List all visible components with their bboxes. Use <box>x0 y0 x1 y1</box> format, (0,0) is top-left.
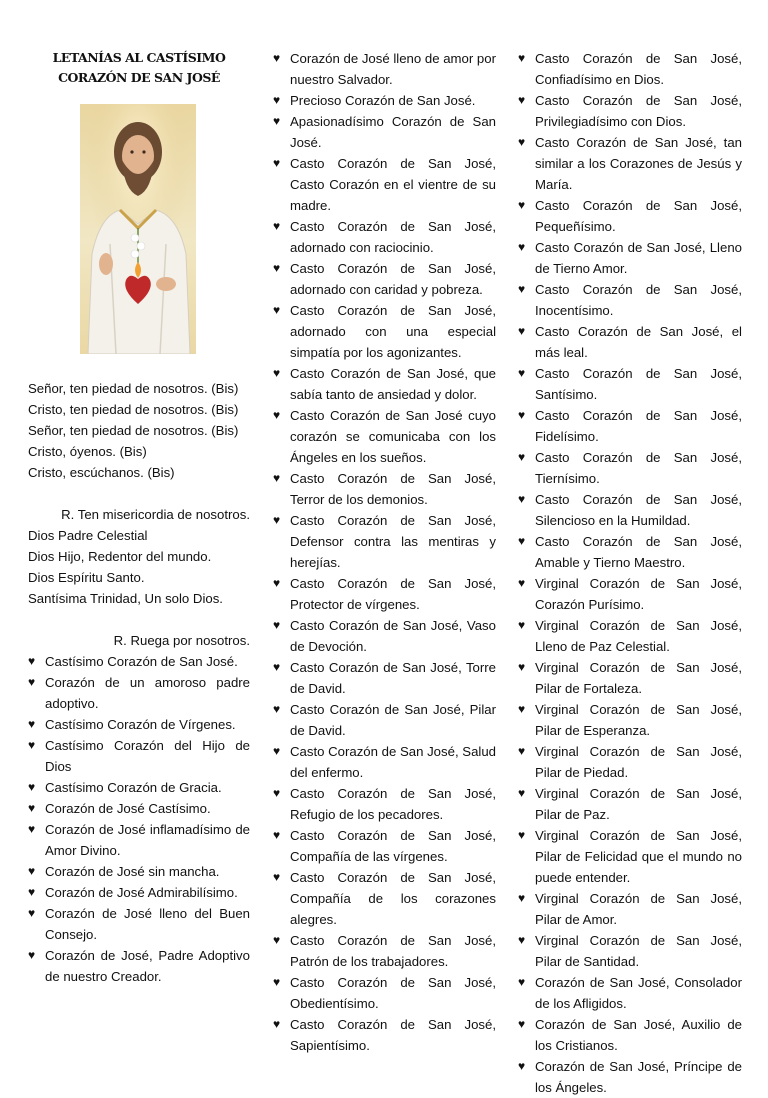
litany-item <box>28 798 250 819</box>
litany-item-text: Virginal Corazón de San José, Pilar de Santidad. <box>535 933 742 969</box>
litany-item-text: Casto Corazón de San José cuyo corazón se comunicaba con los Ángeles en los sueños. <box>290 408 496 465</box>
heart-bullet-icon: ♥ <box>518 744 526 758</box>
litany-item-text: Virginal Corazón de San José, Pilar de Fortaleza. <box>535 660 742 696</box>
heart-bullet-icon: ♥ <box>273 786 281 800</box>
litany-item-text: Casto Corazón de San José, Compañía de los corazones alegres. <box>290 870 496 927</box>
trinity-line: Dios Hijo, Redentor del mundo. <box>28 549 212 564</box>
litany-item-text: Castísimo Corazón de San José. <box>45 654 238 669</box>
heart-bullet-icon: ♥ <box>28 780 36 794</box>
litany-item-text: Casto Corazón de San José, Lleno de Tierno Amor. <box>535 240 742 276</box>
litany-item-text: Casto Corazón de San José, Confiadísimo en Dios. <box>535 51 742 87</box>
heart-bullet-icon: ♥ <box>273 471 281 485</box>
heart-bullet-icon: ♥ <box>28 717 36 731</box>
litany-item-text: Casto Corazón de San José, adornado con una especial simpatía por los agonizantes. <box>290 303 496 360</box>
litany-item-text: Casto Corazón de San José, que sabía tanto de ansiedad y dolor. <box>290 366 496 402</box>
litany-item <box>518 825 742 888</box>
heart-bullet-icon: ♥ <box>518 618 526 632</box>
heart-bullet-icon: ♥ <box>518 828 526 842</box>
litany-item <box>273 48 496 90</box>
heart-bullet-icon: ♥ <box>273 93 281 107</box>
heart-bullet-icon: ♥ <box>273 828 281 842</box>
litany-item <box>518 195 742 237</box>
litany-item-text: Casto Corazón de San José, adornado con raciocinio. <box>290 219 496 255</box>
litany-item <box>273 573 496 615</box>
litany-item <box>518 132 742 195</box>
litany-item <box>518 1056 742 1098</box>
litany-item <box>518 447 742 489</box>
invocations-block <box>28 378 250 483</box>
litany-item-text: Casto Corazón de San José, Obedientísimo. <box>290 975 496 1011</box>
litany-item <box>273 216 496 258</box>
heart-bullet-icon: ♥ <box>273 702 281 716</box>
litany-item-text: Castísimo Corazón del Hijo de Dios <box>45 738 250 774</box>
heart-bullet-icon: ♥ <box>273 51 281 65</box>
litany-item <box>273 825 496 867</box>
litany-item <box>28 651 250 672</box>
litany-item-text: Corazón de José Admirabilísimo. <box>45 885 238 900</box>
litany-item-text: Casto Corazón de San José, Fidelísimo. <box>535 408 742 444</box>
heart-bullet-icon: ♥ <box>28 885 36 899</box>
heart-bullet-icon: ♥ <box>518 240 526 254</box>
invocation-line: Cristo, óyenos. (Bis) <box>28 444 147 459</box>
litany-item-text: Corazón de José, Padre Adoptivo de nuestro Creador. <box>45 948 250 984</box>
litany-list-right <box>518 48 742 1098</box>
litany-item-text: Casto Corazón de San José, Sapientísimo. <box>290 1017 496 1053</box>
heart-bullet-icon: ♥ <box>518 450 526 464</box>
litany-item <box>273 111 496 153</box>
litany-item <box>273 930 496 972</box>
response-pray: R. Ruega por nosotros. <box>113 633 250 648</box>
litany-item-text: Casto Corazón de San José, Salud del enfermo. <box>290 744 496 780</box>
heart-bullet-icon: ♥ <box>518 198 526 212</box>
litany-item <box>28 861 250 882</box>
litany-item <box>518 657 742 699</box>
litany-item <box>518 90 742 132</box>
litany-item-text: Casto Corazón de San José, Vaso de Devoción. <box>290 618 496 654</box>
litany-item <box>518 888 742 930</box>
heart-bullet-icon: ♥ <box>518 1059 526 1073</box>
heart-bullet-icon: ♥ <box>273 576 281 590</box>
litany-item-text: Castísimo Corazón de Vírgenes. <box>45 717 236 732</box>
litany-item-text: Corazón de José inflamadísimo de Amor Divino. <box>45 822 250 858</box>
litany-item <box>28 672 250 714</box>
litany-item-text: Casto Corazón de San José, Casto Corazón en el vientre de su madre. <box>290 156 496 213</box>
heart-bullet-icon: ♥ <box>518 282 526 296</box>
litany-item <box>273 783 496 825</box>
litany-item <box>273 615 496 657</box>
litany-item-text: Casto Corazón de San José, Santísimo. <box>535 366 742 402</box>
litany-item-text: Casto Corazón de San José, adornado con caridad y pobreza. <box>290 261 496 297</box>
litany-item <box>273 1014 496 1056</box>
litany-item-text: Casto Corazón de San José, Compañía de las vírgenes. <box>290 828 496 864</box>
heart-bullet-icon: ♥ <box>273 933 281 947</box>
litany-item <box>273 258 496 300</box>
litany-item <box>273 741 496 783</box>
litany-item <box>28 735 250 777</box>
trinity-line: Santísima Trinidad, Un solo Dios. <box>28 591 223 606</box>
litany-item <box>273 657 496 699</box>
litany-item-text: Casto Corazón de San José, Tiernísimo. <box>535 450 742 486</box>
litany-item-text: Virginal Corazón de San José, Pilar de Piedad. <box>535 744 742 780</box>
heart-bullet-icon: ♥ <box>518 51 526 65</box>
litany-item <box>273 153 496 216</box>
litany-item-text: Casto Corazón de San José, tan similar a los Corazones de Jesús y María. <box>535 135 742 192</box>
response-mercy: R. Ten misericordia de nosotros. <box>61 507 250 522</box>
litany-item <box>28 882 250 903</box>
litany-item <box>518 741 742 783</box>
litany-item <box>518 279 742 321</box>
litany-item-text: Virginal Corazón de San José, Pilar de Amor. <box>535 891 742 927</box>
litany-item <box>273 300 496 363</box>
heart-bullet-icon: ♥ <box>273 408 281 422</box>
litany-item <box>518 615 742 657</box>
heart-bullet-icon: ♥ <box>273 219 281 233</box>
litany-item <box>273 468 496 510</box>
litany-item-text: Virginal Corazón de San José, Corazón Purísimo. <box>535 576 742 612</box>
litany-item <box>518 531 742 573</box>
litany-item-text: Casto Corazón de San José, Protector de vírgenes. <box>290 576 496 612</box>
heart-bullet-icon: ♥ <box>518 891 526 905</box>
litany-item-text: Casto Corazón de San José, el más leal. <box>535 324 742 360</box>
litany-item-text: Corazón de José lleno de amor por nuestro Salvador. <box>290 51 496 87</box>
litany-item <box>518 321 742 363</box>
litany-item-text: Casto Corazón de San José, Refugio de los pecadores. <box>290 786 496 822</box>
saint-joseph-illustration <box>80 104 196 354</box>
heart-bullet-icon: ♥ <box>518 786 526 800</box>
litany-item-text: Apasionadísimo Corazón de San José. <box>290 114 496 150</box>
litany-item-text: Corazón de San José, Príncipe de los Ángeles. <box>535 1059 742 1095</box>
heart-bullet-icon: ♥ <box>28 675 36 689</box>
heart-bullet-icon: ♥ <box>518 366 526 380</box>
litany-item-text: Casto Corazón de San José, Amable y Tierno Maestro. <box>535 534 742 570</box>
litany-item <box>518 48 742 90</box>
litany-item-text: Corazón de un amoroso padre adoptivo. <box>45 675 250 711</box>
trinity-line: Dios Espíritu Santo. <box>28 570 145 585</box>
heart-bullet-icon: ♥ <box>518 135 526 149</box>
litany-item <box>273 510 496 573</box>
litany-item <box>28 819 250 861</box>
heart-bullet-icon: ♥ <box>518 933 526 947</box>
litany-item <box>518 699 742 741</box>
heart-bullet-icon: ♥ <box>518 93 526 107</box>
heart-bullet-icon: ♥ <box>28 906 36 920</box>
litany-item-text: Castísimo Corazón de Gracia. <box>45 780 222 795</box>
invocation-line: Señor, ten piedad de nosotros. (Bis) <box>28 381 239 396</box>
litany-item <box>518 573 742 615</box>
litany-item-text: Virginal Corazón de San José, Pilar de Esperanza. <box>535 702 742 738</box>
column-middle <box>273 48 496 1056</box>
litany-item-text: Corazón de José Castísimo. <box>45 801 211 816</box>
litany-item-text: Corazón de San José, Consolador de los Afligidos. <box>535 975 742 1011</box>
litany-item-text: Casto Corazón de San José, Inocentísimo. <box>535 282 742 318</box>
heart-bullet-icon: ♥ <box>273 366 281 380</box>
heart-bullet-icon: ♥ <box>273 261 281 275</box>
invocation-line: Cristo, ten piedad de nosotros. (Bis) <box>28 402 239 417</box>
heart-bullet-icon: ♥ <box>273 303 281 317</box>
litany-item-text: Casto Corazón de San José, Patrón de los trabajadores. <box>290 933 496 969</box>
heart-bullet-icon: ♥ <box>518 975 526 989</box>
litany-item-text: Casto Corazón de San José, Pilar de David. <box>290 702 496 738</box>
litany-item <box>518 237 742 279</box>
litany-item <box>28 714 250 735</box>
heart-bullet-icon: ♥ <box>28 801 36 815</box>
litany-item-text: Virginal Corazón de San José, Lleno de Paz Celestial. <box>535 618 742 654</box>
heart-bullet-icon: ♥ <box>273 660 281 674</box>
litany-item-text: Casto Corazón de San José, Privilegiadísimo con Dios. <box>535 93 742 129</box>
heart-bullet-icon: ♥ <box>518 492 526 506</box>
saint-joseph-image <box>80 104 196 354</box>
litany-item-text: Casto Corazón de San José, Silencioso en la Humildad. <box>535 492 742 528</box>
heart-bullet-icon: ♥ <box>273 744 281 758</box>
litany-list-left <box>28 651 250 987</box>
litany-item-text: Corazón de José sin mancha. <box>45 864 220 879</box>
litany-item <box>518 1014 742 1056</box>
litany-item <box>273 699 496 741</box>
litany-item-text: Casto Corazón de San José, Torre de David. <box>290 660 496 696</box>
litany-item-text: Corazón de José lleno del Buen Consejo. <box>45 906 250 942</box>
litany-item <box>28 945 250 987</box>
litany-item <box>518 405 742 447</box>
trinity-block <box>28 525 250 609</box>
litany-item <box>273 363 496 405</box>
litany-item <box>518 783 742 825</box>
litany-item <box>518 930 742 972</box>
litany-item-text: Corazón de San José, Auxilio de los Cristianos. <box>535 1017 742 1053</box>
litany-item <box>518 489 742 531</box>
litany-item <box>518 363 742 405</box>
column-right <box>518 48 742 1098</box>
heart-bullet-icon: ♥ <box>273 870 281 884</box>
heart-bullet-icon: ♥ <box>28 948 36 962</box>
column-left <box>28 48 250 987</box>
litany-item-text: Casto Corazón de San José, Terror de los demonios. <box>290 471 496 507</box>
litany-item <box>273 405 496 468</box>
heart-bullet-icon: ♥ <box>273 513 281 527</box>
heart-bullet-icon: ♥ <box>518 576 526 590</box>
litany-item <box>518 972 742 1014</box>
litany-item <box>28 903 250 945</box>
litany-item-text: Casto Corazón de San José, Defensor contra las mentiras y herejías. <box>290 513 496 570</box>
heart-bullet-icon: ♥ <box>28 654 36 668</box>
heart-bullet-icon: ♥ <box>28 822 36 836</box>
litany-item <box>273 90 496 111</box>
heart-bullet-icon: ♥ <box>518 324 526 338</box>
heart-bullet-icon: ♥ <box>518 408 526 422</box>
litany-item-text: Casto Corazón de San José, Pequeñísimo. <box>535 198 742 234</box>
heart-bullet-icon: ♥ <box>518 702 526 716</box>
heart-bullet-icon: ♥ <box>28 738 36 752</box>
heart-bullet-icon: ♥ <box>273 975 281 989</box>
heart-bullet-icon: ♥ <box>273 1017 281 1031</box>
litany-item-text: Virginal Corazón de San José, Pilar de Paz. <box>535 786 742 822</box>
heart-bullet-icon: ♥ <box>518 1017 526 1031</box>
heart-bullet-icon: ♥ <box>273 114 281 128</box>
heart-bullet-icon: ♥ <box>518 660 526 674</box>
litany-item <box>28 777 250 798</box>
litany-item-text: Virginal Corazón de San José, Pilar de Felicidad que el mundo no puede entender. <box>535 828 742 885</box>
heart-bullet-icon: ♥ <box>273 156 281 170</box>
invocation-line: Señor, ten piedad de nosotros. (Bis) <box>28 423 239 438</box>
litany-item-text: Precioso Corazón de San José. <box>290 93 476 108</box>
heart-bullet-icon: ♥ <box>518 534 526 548</box>
litany-list-middle <box>273 48 496 1056</box>
heart-bullet-icon: ♥ <box>273 618 281 632</box>
litany-item <box>273 972 496 1014</box>
heart-bullet-icon: ♥ <box>28 864 36 878</box>
trinity-line: Dios Padre Celestial <box>28 528 148 543</box>
litany-item <box>273 867 496 930</box>
invocation-line: Cristo, escúchanos. (Bis) <box>28 465 175 480</box>
page-title: LETANÍAS AL CASTÍSIMO CORAZÓN DE SAN JOSÉ <box>52 50 226 85</box>
